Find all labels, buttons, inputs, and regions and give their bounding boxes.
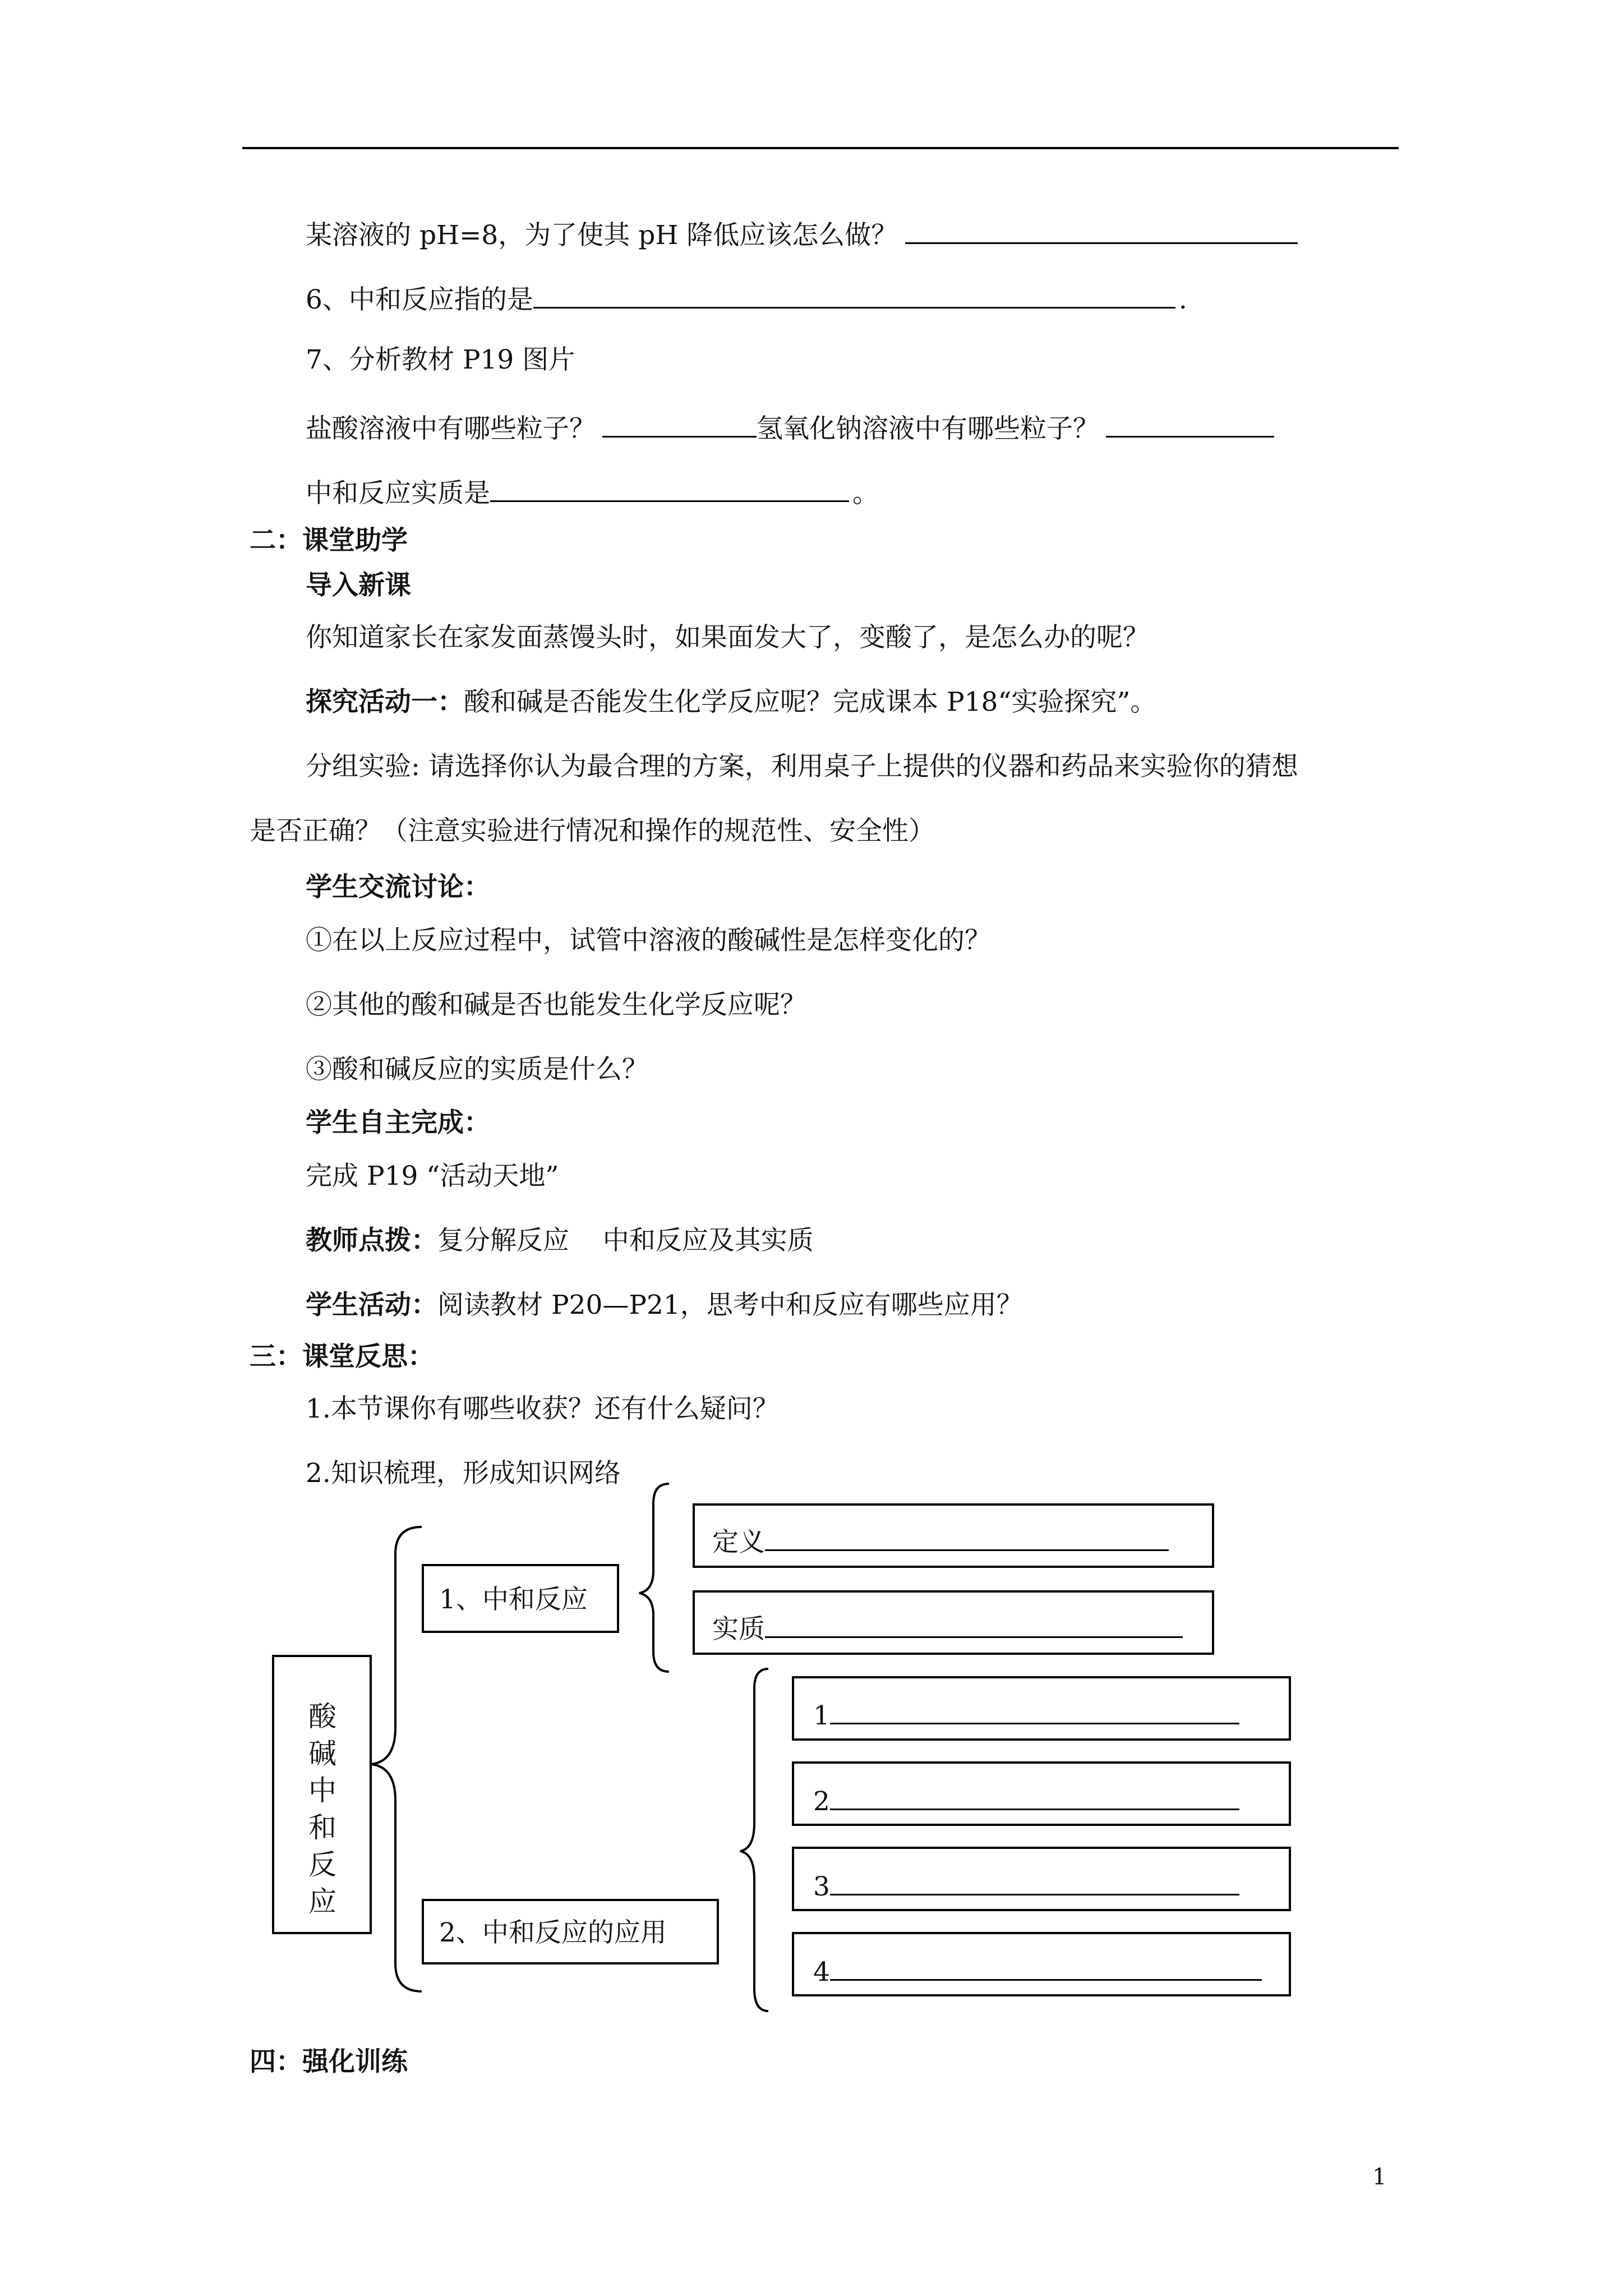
self-text: 完成 P19 “活动天地” xyxy=(306,1161,559,1191)
activity1-text: 酸和碱是否能发生化学反应呢？完成课本 P18“实验探究”。 xyxy=(464,687,1157,717)
hcl-question: 盐酸溶液中有哪些粒子？ xyxy=(306,413,596,444)
intro-text: 你知道家长在家发面蒸馒头时，如果面发大了，变酸了，是怎么办的呢？ xyxy=(306,622,1149,653)
application-blank-3[interactable] xyxy=(830,1869,1239,1895)
section4-title: 四：强化训练 xyxy=(250,2046,408,2077)
discussion-heading: 学生交流讨论： xyxy=(306,872,490,903)
activity1-label: 探究活动一： xyxy=(306,687,464,717)
reflection-item-2: 2.知识梳理，形成知识网络 xyxy=(306,1458,621,1489)
application-row-3 xyxy=(813,1869,1239,1900)
discussion-item-2: ②其他的酸和碱是否也能发生化学反应呢？ xyxy=(306,990,806,1020)
discussion-item-1: ①在以上反应过程中，试管中溶液的酸碱性是怎样变化的？ xyxy=(306,925,991,956)
definition-label: 定义 xyxy=(712,1527,765,1558)
reflection-item-1: 1.本节课你有哪些收获？还有什么疑问？ xyxy=(306,1393,779,1424)
definition-blank[interactable] xyxy=(765,1525,1169,1551)
application-number-1: 1 xyxy=(813,1700,830,1731)
student-label: 学生活动： xyxy=(306,1290,437,1320)
teacher-line xyxy=(306,1227,814,1254)
q6-line xyxy=(306,282,1187,313)
self-heading: 学生自主完成： xyxy=(306,1107,490,1138)
definition-row xyxy=(712,1525,1169,1556)
teacher-text: 复分解反应 中和反应及其实质 xyxy=(437,1225,814,1256)
q7-line: 7、分析教材 P19 图片 xyxy=(306,344,575,375)
branch2-bracket xyxy=(740,1669,768,2011)
branch2-label: 2、中和反应的应用 xyxy=(439,1917,667,1948)
particles-line xyxy=(306,411,1274,442)
header-rule xyxy=(242,147,1399,149)
hcl-answer-blank[interactable] xyxy=(602,411,757,438)
q6-period: . xyxy=(1178,284,1187,315)
q6-answer-blank[interactable] xyxy=(533,282,1175,309)
essence-label: 实质 xyxy=(712,1614,765,1645)
application-number-2: 2 xyxy=(813,1786,830,1817)
root-label: 酸碱中和反应 xyxy=(308,1700,336,1918)
page-number: 1 xyxy=(1372,2164,1387,2190)
naoh-question: 氢氧化钠溶液中有哪些粒子？ xyxy=(757,413,1099,444)
essence-answer-blank[interactable] xyxy=(490,476,849,502)
student-text: 阅读教材 P20—P21，思考中和反应有哪些应用？ xyxy=(437,1290,1023,1320)
section2-title: 二：课堂助学 xyxy=(250,525,408,556)
ph-question-line xyxy=(306,218,1298,249)
application-row-4 xyxy=(813,1954,1262,1985)
essence-period: 。 xyxy=(852,478,879,509)
branch1-label: 1、中和反应 xyxy=(439,1584,588,1615)
discussion-item-3: ③酸和碱反应的实质是什么？ xyxy=(306,1054,648,1085)
application-number-3: 3 xyxy=(813,1871,830,1902)
ph-answer-blank[interactable] xyxy=(905,218,1298,244)
application-row-2 xyxy=(813,1784,1239,1815)
group-exp-line1: 分组实验: 请选择你认为最合理的方案，利用桌子上提供的仪器和药品来实验你的猜想 xyxy=(306,751,1298,782)
main-bracket xyxy=(371,1527,422,1991)
essence-text: 中和反应实质是 xyxy=(306,478,490,509)
essence-blank[interactable] xyxy=(765,1612,1183,1638)
teacher-label: 教师点拨： xyxy=(306,1225,437,1256)
section3-title: 三：课堂反思： xyxy=(250,1341,434,1372)
q6-text: 6、中和反应指的是 xyxy=(306,284,533,315)
application-blank-1[interactable] xyxy=(830,1698,1239,1724)
branch1-bracket xyxy=(639,1484,669,1672)
naoh-answer-blank[interactable] xyxy=(1106,411,1274,438)
essence-row xyxy=(712,1612,1183,1645)
ph-question-text: 某溶液的 pH=8，为了使其 pH 降低应该怎么做？ xyxy=(306,220,898,251)
application-blank-2[interactable] xyxy=(830,1784,1239,1810)
application-blank-4[interactable] xyxy=(830,1954,1262,1981)
group-exp-line2: 是否正确？（注意实验进行情况和操作的规范性、安全性） xyxy=(250,816,935,846)
essence-line xyxy=(306,476,879,507)
student-line xyxy=(306,1292,1023,1318)
application-number-4: 4 xyxy=(813,1957,830,1987)
activity1-line xyxy=(306,689,1156,715)
application-row-1 xyxy=(813,1698,1239,1729)
intro-heading: 导入新课 xyxy=(306,570,411,601)
